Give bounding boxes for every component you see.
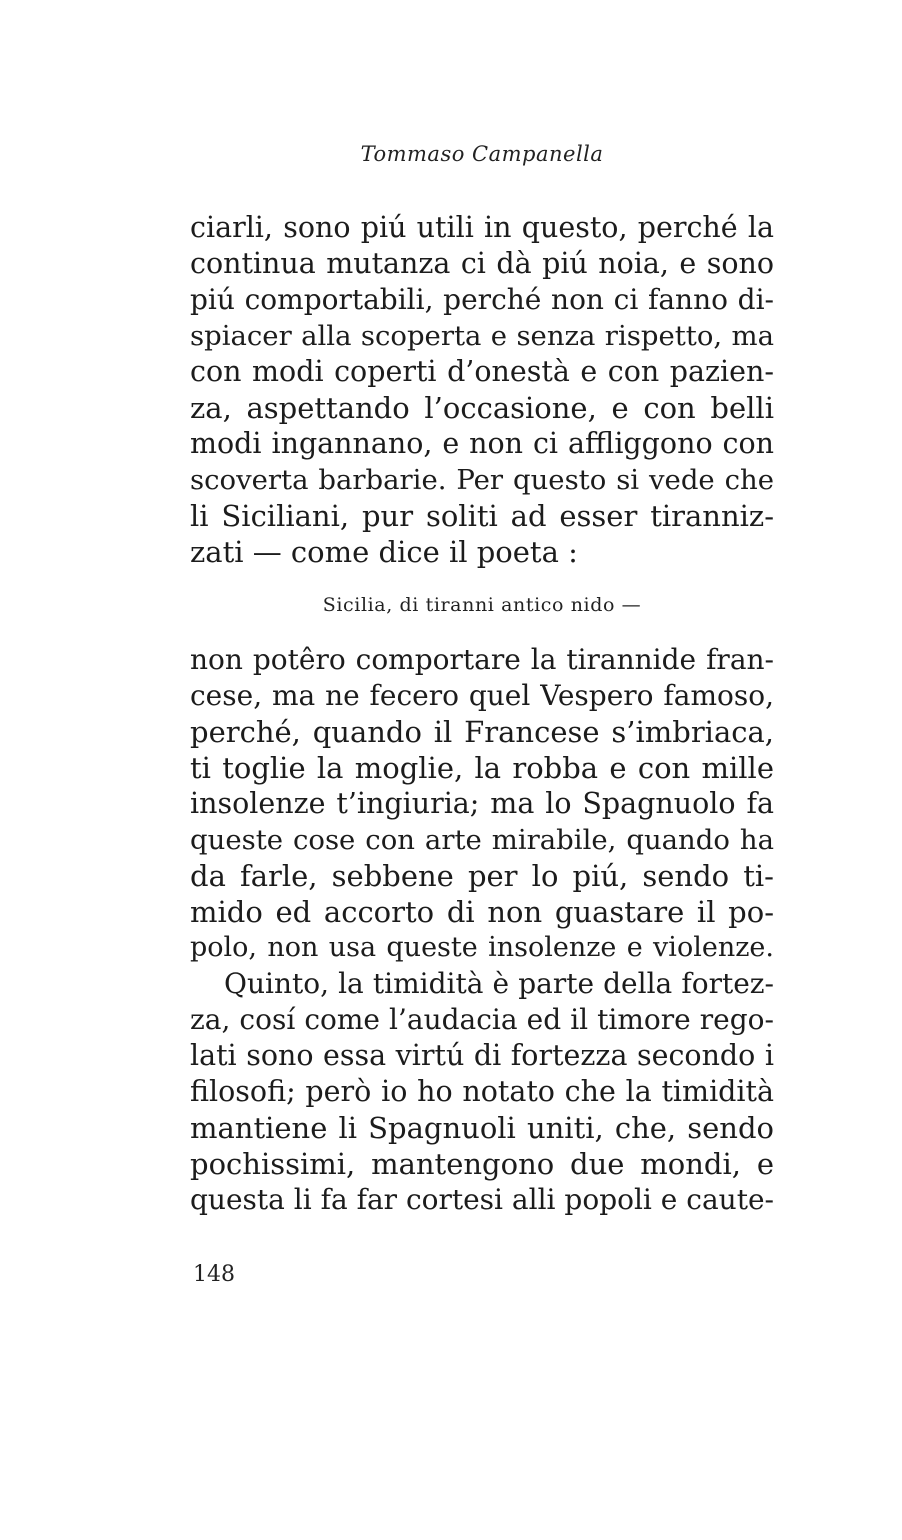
text-line: za, aspettando l’occasione, e con belli bbox=[190, 391, 774, 425]
text-line: insolenze t’ingiuria; ma lo Spagnuolo fa bbox=[190, 787, 774, 820]
text-line: mido ed accorto di non guastare il po- bbox=[190, 895, 774, 929]
text-line: spiacer alla scoperta e senza rispetto, ma bbox=[190, 320, 774, 352]
text-line: zati — come dice il poeta : bbox=[190, 535, 578, 569]
text-line: ti toglie la moglie, la robba e con mille bbox=[190, 751, 774, 785]
text-line: questa li fa far cortesi alli popoli e caute- bbox=[190, 1183, 774, 1216]
text-line: con modi coperti d’onestà e con pazien- bbox=[190, 355, 774, 388]
paragraph-2 bbox=[190, 642, 774, 1218]
text-line: queste cose con arte mirabile, quando ha bbox=[190, 824, 774, 856]
text-line: mantiene li Spagnuoli uniti, che, sendo bbox=[190, 1111, 774, 1145]
text-line: lati sono essa virtú di fortezza secondo i bbox=[190, 1039, 774, 1072]
verse-quotation: Sicilia, di tiranni antico nido — bbox=[322, 594, 642, 616]
text-line: perché, quando il Francese s’imbriaca, bbox=[190, 715, 774, 749]
text-line: filosofi; però io ho notato che la timidità bbox=[190, 1075, 774, 1108]
text-line: za, cosí come l’audacia ed il timore rego- bbox=[190, 1003, 774, 1036]
running-head: Tommaso Campanella bbox=[360, 142, 604, 166]
text-line: cese, ma ne fecero quel Vespero famoso, bbox=[190, 679, 774, 712]
text-line: non potêro comportare la tirannide fran- bbox=[190, 643, 774, 676]
text-line: polo, non usa queste insolenze e violenze. bbox=[190, 932, 774, 963]
text-line: continua mutanza ci dà piú noia, e sono bbox=[190, 247, 774, 280]
text-line: da farle, sebbene per lo piú, sendo ti- bbox=[190, 859, 774, 893]
text-line: piú comportabili, perché non ci fanno di- bbox=[190, 283, 774, 316]
page-number: 148 bbox=[193, 1262, 235, 1287]
paragraph-1 bbox=[190, 210, 774, 570]
text-line: scoverta barbarie. Per questo si vede che bbox=[190, 464, 774, 496]
text-line: ciarli, sono piú utili in questo, perché la bbox=[190, 211, 774, 244]
text-line: li Siciliani, pur soliti ad esser tiranniz- bbox=[190, 499, 774, 533]
text-line: pochissimi, mantengono due mondi, e bbox=[190, 1147, 774, 1181]
text-line: modi ingannano, e non ci affliggono con bbox=[190, 427, 774, 460]
text-line: Quinto, la timidità è parte della fortez- bbox=[224, 967, 774, 1000]
